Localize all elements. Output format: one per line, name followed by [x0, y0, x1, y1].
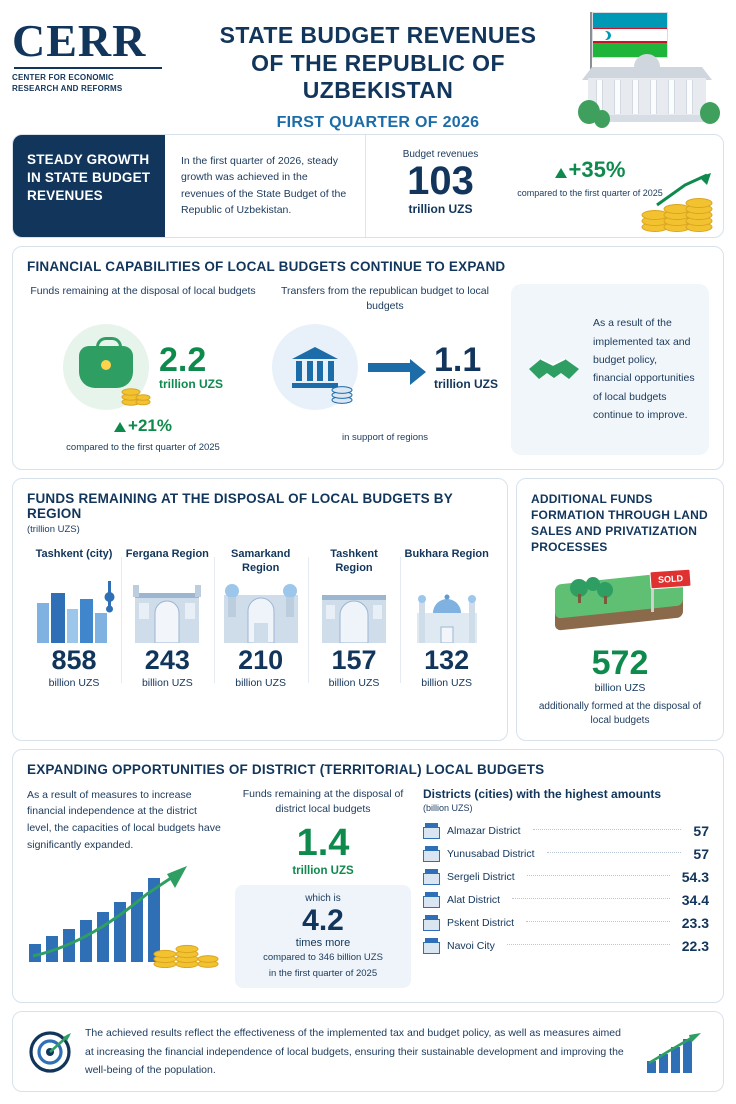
logo-subtitle-line2: RESEARCH AND REFORMS — [12, 83, 123, 93]
funds-remaining-note: compared to the first quarter of 2025 — [66, 442, 220, 453]
region-value: 157 — [331, 644, 377, 675]
region-item — [27, 547, 121, 689]
transfers-caption: Transfers from the republican budget to local budgets — [281, 285, 489, 312]
title-line-1: STATE BUDGET REVENUES — [219, 22, 537, 48]
district-building-icon — [423, 869, 440, 885]
page-header — [12, 10, 724, 130]
multiplier-note-line2: in the first quarter of 2025 — [268, 967, 378, 979]
transfers-block — [269, 284, 501, 455]
regions-units-label: (trillion UZS) — [27, 523, 80, 535]
samarkand-registan-icon — [218, 577, 304, 643]
district-growth-text: As a result of measures to increase financial independence at the district level, the capacities of local budgets have significantly expanded. — [27, 788, 221, 851]
district-building-icon — [423, 892, 440, 908]
arrow-up-icon — [555, 168, 567, 178]
funds-remaining-caption: Funds remaining at the disposal of local budgets — [30, 285, 256, 297]
transfers-value: 1.1 — [434, 341, 482, 379]
top-districts-heading: Districts (cities) with the highest amounts — [423, 786, 662, 801]
district-value: 22.3 — [681, 938, 709, 955]
district-value: 57 — [693, 846, 709, 863]
fergana-landmark-icon — [125, 577, 210, 643]
leader-dots — [527, 875, 670, 876]
steady-growth-text: In the first quarter of 2026, steady growth was achieved in the revenues of the State Budget of the Republic of Uzbekistan. — [181, 155, 347, 216]
steady-growth-band — [12, 134, 724, 238]
district-building-icon — [423, 846, 440, 862]
logo-divider — [14, 67, 162, 69]
list-item — [423, 889, 709, 912]
funds-remaining-percent: +21% — [27, 416, 259, 436]
district-funds-unit: trillion UZS — [292, 864, 354, 877]
region-item — [308, 547, 401, 689]
district-name: Alat District — [447, 894, 501, 907]
leader-dots — [512, 898, 670, 899]
district-growth-block — [27, 787, 223, 989]
region-name: Bukhara Region — [404, 547, 489, 560]
region-value: 243 — [144, 644, 190, 675]
title-line-2: OF THE REPUBLIC OF UZBEKISTAN — [251, 49, 505, 104]
coin-stacks-icon — [151, 934, 221, 968]
funds-remaining-unit: trillion UZS — [159, 377, 223, 391]
title-subtitle: FIRST QUARTER OF 2026 — [276, 113, 480, 131]
leader-dots — [533, 829, 682, 830]
logo-subtitle-line1: CENTER FOR ECONOMIC — [12, 73, 115, 82]
tree-icon — [700, 102, 720, 124]
leader-dots — [507, 944, 670, 945]
transfers-unit: trillion UZS — [434, 377, 498, 391]
land-sales-value: 572 — [591, 643, 649, 682]
multiplier-lead: which is — [305, 892, 341, 904]
tree-icon — [594, 110, 610, 128]
district-value: 34.4 — [681, 892, 709, 909]
land-sales-card — [516, 478, 724, 741]
district-name: Almazar District — [447, 825, 521, 838]
list-item — [423, 820, 709, 843]
region-value: 132 — [424, 644, 470, 675]
district-name: Pskent District — [447, 917, 515, 930]
logo-wordmark: CERR — [12, 15, 147, 66]
district-budgets-title: EXPANDING OPPORTUNITIES OF DISTRICT (TERRITORIAL) LOCAL BUDGETS — [27, 761, 545, 777]
growth-bar-chart — [27, 860, 223, 968]
district-name: Navoi City — [447, 940, 495, 953]
conclusion-card — [12, 1011, 724, 1092]
handshake-icon — [525, 347, 583, 391]
sold-badge: SOLD — [649, 568, 691, 589]
growth-note: compared to the first quarter of 2025 — [517, 188, 663, 198]
region-name: Tashkent (city) — [35, 547, 113, 560]
land-sales-title: ADDITIONAL FUNDS FORMATION THROUGH LAND SALES AND PRIVATIZATION PROCESSES — [531, 491, 708, 555]
district-funds-value: 1.4 — [296, 822, 350, 864]
land-sales-unit: billion UZS — [594, 681, 646, 694]
bukhara-mosque-icon — [404, 577, 489, 643]
region-name: Tashkent Region — [330, 547, 378, 575]
region-unit: billion UZS — [141, 676, 193, 689]
district-budgets-card — [12, 749, 724, 1004]
page-title — [182, 10, 574, 132]
coin-stacks-icon — [637, 171, 715, 233]
top-districts-block — [423, 787, 709, 989]
region-item — [214, 547, 308, 689]
tashkent-city-skyline-icon — [31, 577, 117, 643]
list-item — [423, 935, 709, 958]
budget-revenues-unit: trillion UZS — [408, 202, 473, 216]
cerr-logo — [12, 10, 182, 95]
district-building-icon — [423, 938, 440, 954]
budget-revenues-label: Budget revenues — [402, 149, 479, 160]
region-item — [400, 547, 493, 689]
multiplier-note-line1: compared to 346 billion UZS — [263, 951, 383, 963]
district-multiplier-box — [235, 885, 411, 989]
region-unit: billion UZS — [48, 676, 100, 689]
region-unit: billion UZS — [235, 676, 287, 689]
regions-list — [27, 547, 493, 689]
region-unit: billion UZS — [328, 676, 380, 689]
list-item — [423, 866, 709, 889]
funds-remaining-block — [27, 284, 259, 455]
district-name: Yunusabad District — [447, 848, 535, 861]
land-sales-note: additionally formed at the disposal of local budgets — [538, 700, 702, 726]
list-item — [423, 843, 709, 866]
region-item — [121, 547, 214, 689]
header-illustration — [574, 10, 724, 130]
district-value: 57 — [693, 823, 709, 840]
district-funds-block — [235, 787, 411, 989]
local-budgets-title: FINANCIAL CAPABILITIES OF LOCAL BUDGETS CONTINUE TO EXPAND — [27, 259, 506, 274]
tashkent-region-landmark-icon — [312, 577, 397, 643]
leader-dots — [526, 921, 670, 922]
uzbekistan-flag-icon — [592, 12, 668, 58]
policy-result-text: As a result of the implemented tax and budget policy, financial opportunities of local budgets continue to improve. — [593, 317, 695, 422]
leader-dots — [547, 852, 682, 853]
region-name: Samarkand Region — [231, 547, 291, 575]
district-building-icon — [423, 915, 440, 931]
target-icon — [29, 1031, 71, 1073]
land-plot-icon — [545, 566, 695, 640]
multiplier-value: 4.2 — [302, 903, 344, 937]
bank-icon — [272, 324, 358, 410]
district-building-icon — [423, 823, 440, 839]
funds-remaining-value: 2.2 — [159, 341, 207, 379]
budget-revenues-metric — [365, 135, 515, 237]
district-value: 23.3 — [681, 915, 709, 932]
district-value: 54.3 — [681, 869, 709, 886]
region-value: 858 — [51, 644, 97, 675]
budget-revenues-value: 103 — [407, 159, 474, 203]
list-item — [423, 912, 709, 935]
policy-result-block — [511, 284, 709, 455]
transfer-arrow-icon — [368, 363, 412, 372]
regions-chart-title: FUNDS REMAINING AT THE DISPOSAL OF LOCAL BUDGETS BY REGION — [27, 490, 453, 521]
region-unit: billion UZS — [421, 676, 473, 689]
region-name: Fergana Region — [125, 547, 209, 560]
conclusion-text: The achieved results reflect the effectiveness of the implemented tax and budget policy, as well as measures aimed at increasing the financial independence of local budgets, ensuring their sustainable development and improving the well-being of the population. — [85, 1027, 624, 1077]
top-districts-units: (billion UZS) — [423, 802, 473, 813]
district-funds-caption: Funds remaining at the disposal of district local budgets — [242, 787, 404, 815]
purse-icon — [63, 324, 149, 410]
regions-chart-card — [12, 478, 508, 741]
region-value: 210 — [238, 644, 284, 675]
steady-growth-heading: STEADY GROWTH IN STATE BUDGET REVENUES — [13, 135, 165, 237]
district-name: Sergeli District — [447, 871, 515, 884]
local-budgets-card — [12, 246, 724, 470]
growth-bars-icon — [645, 1031, 707, 1073]
growth-percent: +35% — [515, 157, 665, 183]
arrow-up-icon — [114, 422, 126, 432]
transfers-note: in support of regions — [341, 432, 429, 443]
top-districts-list — [423, 820, 709, 958]
multiplier-times-label: times more — [295, 936, 351, 949]
